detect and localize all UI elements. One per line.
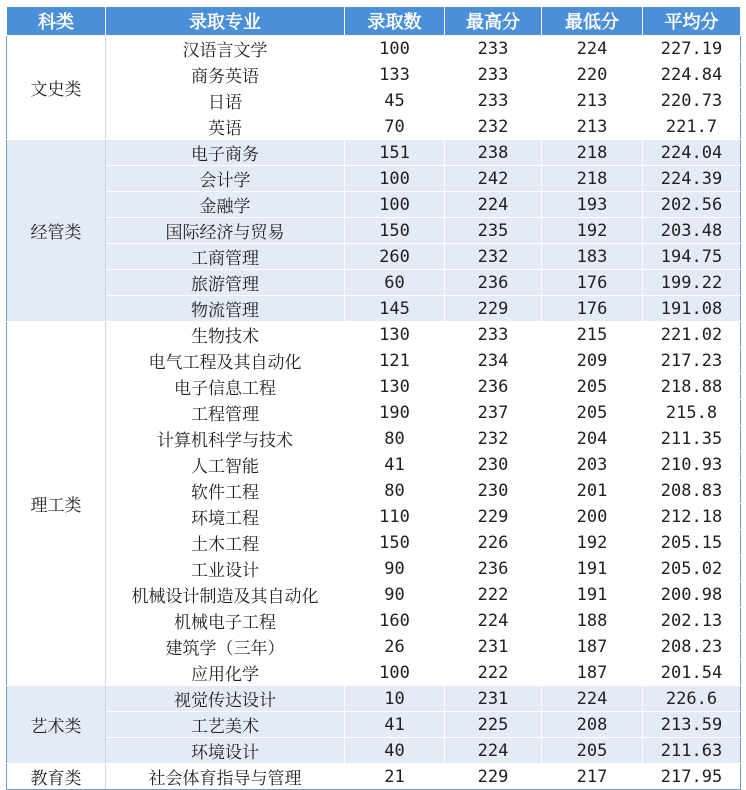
max-score-cell: 233 [445, 62, 542, 88]
major-cell: 工商管理 [106, 244, 345, 270]
header-min-score: 最低分 [542, 7, 643, 36]
major-cell: 应用化学 [106, 660, 345, 686]
major-cell: 社会体育指导与管理 [106, 764, 345, 790]
admitted-count-cell: 80 [345, 426, 445, 452]
min-score-cell: 218 [542, 140, 643, 166]
major-cell: 机械电子工程 [106, 608, 345, 634]
max-score-cell: 232 [445, 426, 542, 452]
admitted-count-cell: 40 [345, 738, 445, 764]
max-score-cell: 229 [445, 504, 542, 530]
major-cell: 电气工程及其自动化 [106, 348, 345, 374]
admitted-count-cell: 100 [345, 192, 445, 218]
major-cell: 工业设计 [106, 556, 345, 582]
min-score-cell: 205 [542, 400, 643, 426]
category-group [7, 764, 741, 790]
category-group [7, 322, 741, 686]
admission-score-table [6, 6, 741, 790]
category-cell: 艺术类 [7, 686, 106, 764]
max-score-cell: 229 [445, 764, 542, 790]
max-score-cell: 225 [445, 712, 542, 738]
min-score-cell: 224 [542, 36, 643, 62]
major-cell: 金融学 [106, 192, 345, 218]
table-row [7, 738, 741, 764]
admitted-count-cell: 190 [345, 400, 445, 426]
admitted-count-cell: 150 [345, 530, 445, 556]
table-row [7, 556, 741, 582]
admitted-count-cell: 80 [345, 478, 445, 504]
max-score-cell: 236 [445, 374, 542, 400]
table-row [7, 712, 741, 738]
min-score-cell: 218 [542, 166, 643, 192]
table-row [7, 478, 741, 504]
min-score-cell: 217 [542, 764, 643, 790]
table-row [7, 192, 741, 218]
header-admitted-count: 录取数 [345, 7, 445, 36]
avg-score-cell: 213.59 [643, 712, 741, 738]
major-cell: 环境工程 [106, 504, 345, 530]
table-row [7, 660, 741, 686]
avg-score-cell: 217.95 [643, 764, 741, 790]
avg-score-cell: 208.23 [643, 634, 741, 660]
avg-score-cell: 211.35 [643, 426, 741, 452]
max-score-cell: 233 [445, 36, 542, 62]
min-score-cell: 213 [542, 114, 643, 140]
admitted-count-cell: 145 [345, 296, 445, 322]
admitted-count-cell: 151 [345, 140, 445, 166]
admitted-count-cell: 130 [345, 322, 445, 348]
table-row [7, 504, 741, 530]
max-score-cell: 231 [445, 686, 542, 712]
major-cell: 环境设计 [106, 738, 345, 764]
header-max-score: 最高分 [445, 7, 542, 36]
avg-score-cell: 201.54 [643, 660, 741, 686]
major-cell: 物流管理 [106, 296, 345, 322]
max-score-cell: 237 [445, 400, 542, 426]
max-score-cell: 224 [445, 738, 542, 764]
min-score-cell: 176 [542, 296, 643, 322]
major-cell: 日语 [106, 88, 345, 114]
header-avg-score: 平均分 [643, 7, 741, 36]
min-score-cell: 209 [542, 348, 643, 374]
major-cell: 建筑学（三年） [106, 634, 345, 660]
avg-score-cell: 199.22 [643, 270, 741, 296]
admitted-count-cell: 10 [345, 686, 445, 712]
category-cell: 理工类 [7, 322, 106, 686]
avg-score-cell: 200.98 [643, 582, 741, 608]
max-score-cell: 224 [445, 608, 542, 634]
min-score-cell: 176 [542, 270, 643, 296]
header-row [7, 7, 741, 36]
max-score-cell: 224 [445, 192, 542, 218]
table-row [7, 166, 741, 192]
max-score-cell: 230 [445, 478, 542, 504]
major-cell: 英语 [106, 114, 345, 140]
admitted-count-cell: 133 [345, 62, 445, 88]
major-cell: 视觉传达设计 [106, 686, 345, 712]
admitted-count-cell: 41 [345, 452, 445, 478]
min-score-cell: 201 [542, 478, 643, 504]
table-row [7, 140, 741, 166]
major-cell: 电子信息工程 [106, 374, 345, 400]
category-cell: 教育类 [7, 764, 106, 790]
avg-score-cell: 205.02 [643, 556, 741, 582]
min-score-cell: 188 [542, 608, 643, 634]
avg-score-cell: 211.63 [643, 738, 741, 764]
major-cell: 工程管理 [106, 400, 345, 426]
major-cell: 工艺美术 [106, 712, 345, 738]
table-row [7, 452, 741, 478]
major-cell: 电子商务 [106, 140, 345, 166]
min-score-cell: 224 [542, 686, 643, 712]
avg-score-cell: 203.48 [643, 218, 741, 244]
major-cell: 生物技术 [106, 322, 345, 348]
admitted-count-cell: 45 [345, 88, 445, 114]
max-score-cell: 235 [445, 218, 542, 244]
max-score-cell: 222 [445, 660, 542, 686]
avg-score-cell: 218.88 [643, 374, 741, 400]
category-cell: 经管类 [7, 140, 106, 322]
admitted-count-cell: 100 [345, 660, 445, 686]
avg-score-cell: 191.08 [643, 296, 741, 322]
avg-score-cell: 217.23 [643, 348, 741, 374]
min-score-cell: 193 [542, 192, 643, 218]
avg-score-cell: 210.93 [643, 452, 741, 478]
table-row [7, 88, 741, 114]
major-cell: 商务英语 [106, 62, 345, 88]
min-score-cell: 203 [542, 452, 643, 478]
min-score-cell: 204 [542, 426, 643, 452]
min-score-cell: 205 [542, 738, 643, 764]
min-score-cell: 192 [542, 530, 643, 556]
max-score-cell: 231 [445, 634, 542, 660]
avg-score-cell: 215.8 [643, 400, 741, 426]
avg-score-cell: 202.13 [643, 608, 741, 634]
admitted-count-cell: 100 [345, 36, 445, 62]
avg-score-cell: 224.39 [643, 166, 741, 192]
min-score-cell: 187 [542, 660, 643, 686]
category-group [7, 36, 741, 140]
major-cell: 会计学 [106, 166, 345, 192]
category-cell: 文史类 [7, 36, 106, 140]
major-cell: 软件工程 [106, 478, 345, 504]
table-row [7, 244, 741, 270]
major-cell: 汉语言文学 [106, 36, 345, 62]
header-major: 录取专业 [106, 7, 345, 36]
min-score-cell: 200 [542, 504, 643, 530]
min-score-cell: 191 [542, 582, 643, 608]
min-score-cell: 205 [542, 374, 643, 400]
admitted-count-cell: 260 [345, 244, 445, 270]
min-score-cell: 183 [542, 244, 643, 270]
min-score-cell: 191 [542, 556, 643, 582]
table-row [7, 114, 741, 140]
admitted-count-cell: 130 [345, 374, 445, 400]
min-score-cell: 213 [542, 88, 643, 114]
avg-score-cell: 208.83 [643, 478, 741, 504]
max-score-cell: 229 [445, 296, 542, 322]
table-row [7, 62, 741, 88]
table-row [7, 426, 741, 452]
avg-score-cell: 224.04 [643, 140, 741, 166]
major-cell: 国际经济与贸易 [106, 218, 345, 244]
max-score-cell: 236 [445, 270, 542, 296]
table-row [7, 686, 741, 712]
table-row [7, 582, 741, 608]
avg-score-cell: 194.75 [643, 244, 741, 270]
category-group [7, 140, 741, 322]
table-row [7, 218, 741, 244]
table-header [7, 7, 741, 36]
admitted-count-cell: 150 [345, 218, 445, 244]
major-cell: 机械设计制造及其自动化 [106, 582, 345, 608]
admitted-count-cell: 41 [345, 712, 445, 738]
avg-score-cell: 221.7 [643, 114, 741, 140]
avg-score-cell: 202.56 [643, 192, 741, 218]
max-score-cell: 236 [445, 556, 542, 582]
admission-table-container [6, 6, 740, 790]
max-score-cell: 222 [445, 582, 542, 608]
min-score-cell: 215 [542, 322, 643, 348]
table-row [7, 374, 741, 400]
min-score-cell: 220 [542, 62, 643, 88]
admitted-count-cell: 26 [345, 634, 445, 660]
table-row [7, 634, 741, 660]
admitted-count-cell: 90 [345, 582, 445, 608]
table-row [7, 36, 741, 62]
max-score-cell: 232 [445, 114, 542, 140]
admitted-count-cell: 160 [345, 608, 445, 634]
major-cell: 计算机科学与技术 [106, 426, 345, 452]
major-cell: 土木工程 [106, 530, 345, 556]
admitted-count-cell: 121 [345, 348, 445, 374]
table-row [7, 764, 741, 790]
max-score-cell: 242 [445, 166, 542, 192]
max-score-cell: 232 [445, 244, 542, 270]
admitted-count-cell: 100 [345, 166, 445, 192]
max-score-cell: 226 [445, 530, 542, 556]
major-cell: 旅游管理 [106, 270, 345, 296]
admitted-count-cell: 70 [345, 114, 445, 140]
admitted-count-cell: 110 [345, 504, 445, 530]
table-row [7, 296, 741, 322]
avg-score-cell: 212.18 [643, 504, 741, 530]
min-score-cell: 208 [542, 712, 643, 738]
table-row [7, 400, 741, 426]
avg-score-cell: 226.6 [643, 686, 741, 712]
max-score-cell: 234 [445, 348, 542, 374]
min-score-cell: 192 [542, 218, 643, 244]
avg-score-cell: 220.73 [643, 88, 741, 114]
admitted-count-cell: 21 [345, 764, 445, 790]
avg-score-cell: 224.84 [643, 62, 741, 88]
major-cell: 人工智能 [106, 452, 345, 478]
table-row [7, 322, 741, 348]
table-row [7, 270, 741, 296]
table-row [7, 530, 741, 556]
table-row [7, 348, 741, 374]
header-category: 科类 [7, 7, 106, 36]
max-score-cell: 238 [445, 140, 542, 166]
avg-score-cell: 221.02 [643, 322, 741, 348]
max-score-cell: 230 [445, 452, 542, 478]
avg-score-cell: 227.19 [643, 36, 741, 62]
min-score-cell: 187 [542, 634, 643, 660]
table-row [7, 608, 741, 634]
admitted-count-cell: 90 [345, 556, 445, 582]
admitted-count-cell: 60 [345, 270, 445, 296]
category-group [7, 686, 741, 764]
avg-score-cell: 205.15 [643, 530, 741, 556]
max-score-cell: 233 [445, 88, 542, 114]
max-score-cell: 233 [445, 322, 542, 348]
